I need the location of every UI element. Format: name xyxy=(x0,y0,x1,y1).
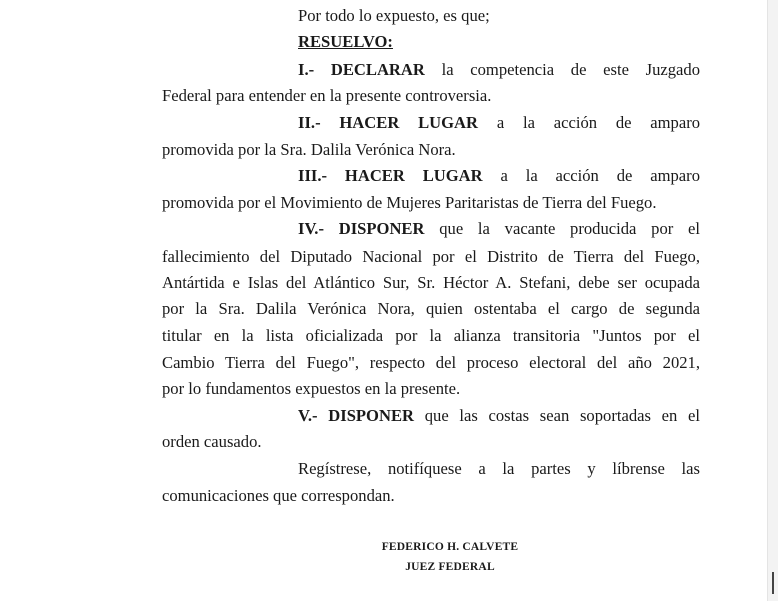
item-1-line: Federal para entender en la presente controversia. xyxy=(162,86,492,105)
item-4-verb: DISPONER xyxy=(338,219,425,238)
item-4-line: Antártida e Islas del Atlántico Sur, Sr. Héctor A. Stefani, debe ser ocupada xyxy=(162,273,700,292)
item-1-text: la competencia de este Juzgado xyxy=(441,60,700,79)
item-5-line: orden causado. xyxy=(162,432,262,451)
edge-mark xyxy=(772,572,774,594)
item-5-first-line xyxy=(298,403,700,429)
right-edge-strip xyxy=(767,0,778,601)
item-3-line: promovida por el Movimiento de Mujeres Paritaristas de Tierra del Fuego. xyxy=(162,193,657,212)
item-4-line: fallecimiento del Diputado Nacional por el Distrito de Tierra del Fuego, xyxy=(162,247,700,266)
item-4-line: por lo fundamentos expuestos en la presente. xyxy=(162,379,461,398)
signature-title: JUEZ FEDERAL xyxy=(405,561,495,573)
item-3-number: III.- xyxy=(298,166,328,185)
item-2-text: a la acción de amparo xyxy=(496,113,700,132)
item-5-text: que las costas sean soportadas en el xyxy=(424,406,700,425)
resolution-heading: RESUELVO: xyxy=(298,32,393,51)
closing-first-line: Regístrese, notifíquese a la partes y líbrense las xyxy=(298,459,700,478)
item-2-number: II.- xyxy=(298,113,321,132)
closing-second-line: comunicaciones que correspondan. xyxy=(162,486,395,505)
item-5-verb: DISPONER xyxy=(328,406,414,425)
item-4-line: titular en la lista oficializada por la alianza transitoria "Juntos por el xyxy=(162,326,700,345)
item-4-line: Cambio Tierra del Fuego", respecto del proceso electoral del año 2021, xyxy=(162,353,700,372)
item-3-first-line xyxy=(298,163,700,189)
item-3-verb: HACER LUGAR xyxy=(344,166,483,185)
item-2-verb: HACER LUGAR xyxy=(339,113,479,132)
item-4-first-line xyxy=(298,216,700,242)
signature-name: FEDERICO H. CALVETE xyxy=(381,541,519,553)
item-4-line: por la Sra. Dalila Verónica Nora, quien ostentaba el cargo de segunda xyxy=(162,299,700,318)
item-1-number: I.- xyxy=(298,60,315,79)
item-1-verb: DECLARAR xyxy=(330,60,425,79)
item-5-number: V.- xyxy=(298,406,318,425)
item-4-number: IV.- xyxy=(298,219,324,238)
item-2-first-line xyxy=(298,110,700,136)
intro-text: Por todo lo expuesto, es que; xyxy=(298,6,490,25)
item-2-line: promovida por la Sra. Dalila Verónica Nora. xyxy=(162,140,456,159)
item-1-first-line xyxy=(298,57,700,83)
item-3-text: a la acción de amparo xyxy=(500,166,700,185)
item-4-text: que la vacante producida por el xyxy=(439,219,700,238)
